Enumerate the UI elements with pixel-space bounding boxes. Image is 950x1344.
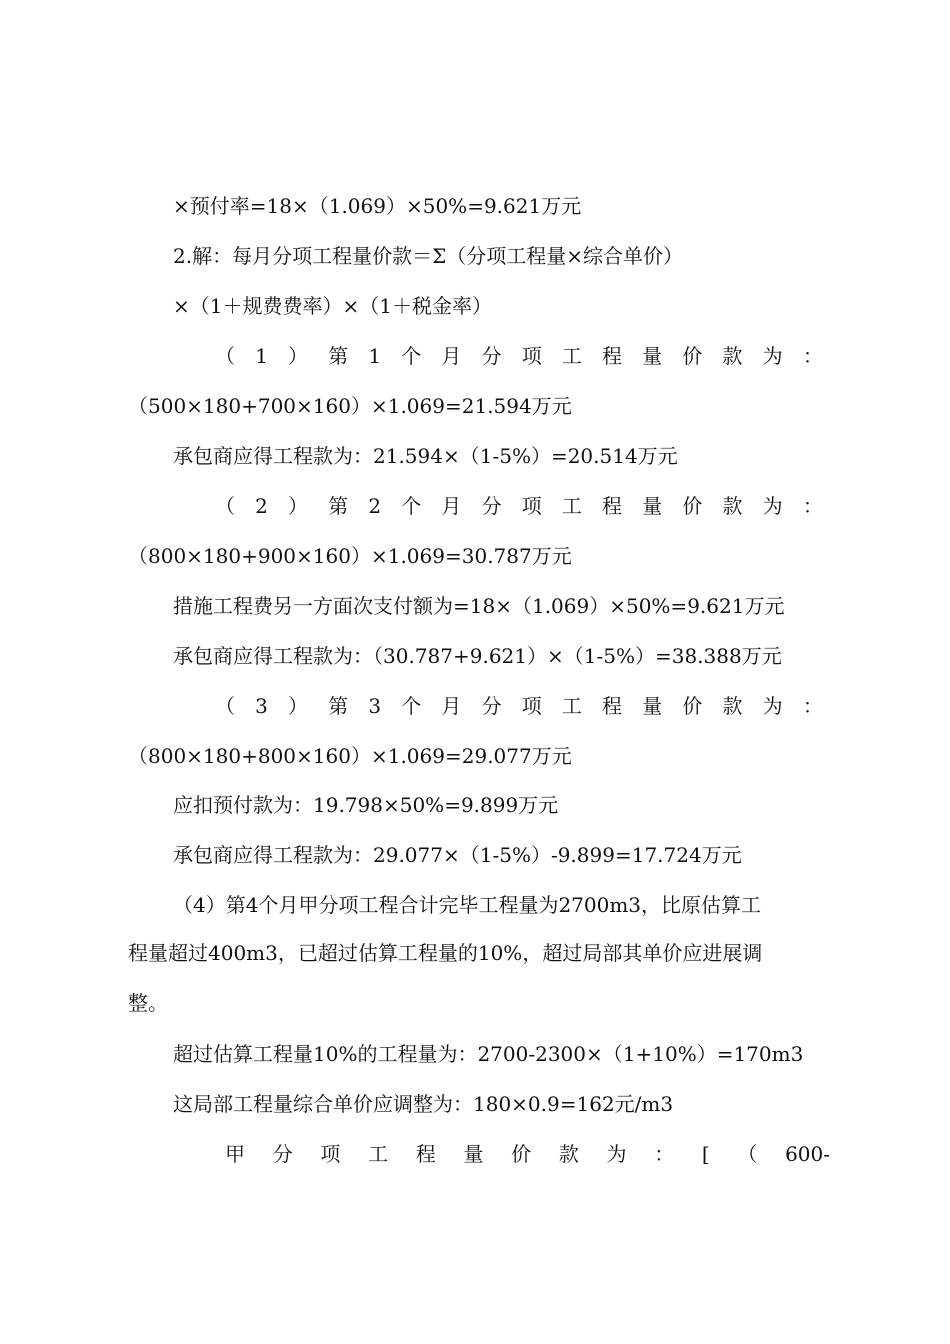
text-line: 这局部工程量综合单价应调整为：180×0.9=162元/m3 — [173, 1092, 674, 1116]
text-token: 个 — [401, 494, 422, 518]
text-token: 款 — [722, 344, 743, 368]
text-token: 价 — [682, 344, 703, 368]
text-token: 量 — [642, 694, 663, 718]
justified-line — [225, 1141, 830, 1167]
text-token: 第 — [328, 344, 349, 368]
text-token: 工 — [368, 1142, 389, 1166]
text-token: ） — [288, 344, 309, 368]
text-line: 承包商应得工程款为：（30.787+9.621）×（1-5%）=38.388万元 — [173, 644, 782, 668]
text-token: 月 — [441, 694, 462, 718]
text-token: 分 — [481, 694, 502, 718]
text-token: 工 — [561, 694, 582, 718]
text-token: （ — [215, 694, 235, 718]
text-token: 工 — [561, 494, 582, 518]
text-token: 2 — [368, 494, 382, 518]
text-line: （4）第4个月甲分项工程合计完毕工程量为2700m3，比原估算工 — [173, 893, 762, 917]
text-token: 3 — [255, 694, 268, 718]
text-token: 程 — [415, 1142, 436, 1166]
text-token: 月 — [441, 494, 462, 518]
text-line: 承包商应得工程款为：29.077×（1-5%）-9.899=17.724万元 — [173, 843, 742, 867]
text-token: 量 — [642, 494, 663, 518]
text-token: 为 — [762, 694, 783, 718]
text-token: 分 — [481, 494, 502, 518]
justified-line — [215, 493, 823, 519]
text-token: ： — [802, 494, 823, 518]
text-line: （800×180+900×160）×1.069=30.787万元 — [128, 544, 572, 568]
text-token: 分 — [272, 1142, 293, 1166]
text-token: ： — [802, 344, 823, 368]
text-token: （ — [215, 494, 235, 518]
text-token: 个 — [401, 694, 422, 718]
text-token: 1 — [255, 344, 268, 368]
text-token: 程 — [602, 694, 623, 718]
text-token: 月 — [441, 344, 462, 368]
text-token: 工 — [561, 344, 582, 368]
text-token: 3 — [368, 694, 382, 718]
text-line: 承包商应得工程款为：21.594×（1-5%）=20.514万元 — [173, 444, 678, 468]
text-token: 个 — [401, 344, 422, 368]
text-token: ： — [802, 694, 823, 718]
justified-line — [215, 693, 823, 719]
justified-line — [215, 343, 823, 369]
text-token: 款 — [558, 1142, 579, 1166]
text-token: 量 — [463, 1142, 484, 1166]
text-token: 款 — [722, 494, 743, 518]
text-line: 超过估算工程量10%的工程量为：2700-2300×（1+10%）=170m3 — [173, 1042, 804, 1066]
text-token: 价 — [682, 494, 703, 518]
text-token: 分 — [481, 344, 502, 368]
text-token: 甲 — [225, 1142, 245, 1166]
text-token: （ — [737, 1142, 758, 1166]
text-token: 项 — [521, 694, 542, 718]
text-token: 程 — [602, 494, 623, 518]
text-token: 第 — [328, 494, 349, 518]
text-line: （800×180+800×160）×1.069=29.077万元 — [128, 744, 572, 768]
text-token: 量 — [642, 344, 663, 368]
text-token: ） — [288, 494, 309, 518]
text-token: 600- — [785, 1142, 830, 1166]
text-token: 项 — [521, 344, 542, 368]
text-token: 1 — [368, 344, 382, 368]
text-token: 价 — [682, 694, 703, 718]
text-line: 整。 — [128, 991, 168, 1015]
text-token: ： — [654, 1142, 675, 1166]
text-token: ） — [288, 694, 309, 718]
text-line: ×（1＋规费费率）×（1＋税金率） — [173, 294, 492, 318]
text-line: 应扣预付款为：19.798×50%=9.899万元 — [173, 793, 559, 817]
text-token: 第 — [328, 694, 349, 718]
text-token: 程 — [602, 344, 623, 368]
text-token: 款 — [722, 694, 743, 718]
text-token: 2 — [255, 494, 268, 518]
text-token: [ — [701, 1142, 710, 1166]
text-token: （ — [215, 344, 235, 368]
text-line: （500×180+700×160）×1.069=21.594万元 — [128, 394, 572, 418]
text-token: 价 — [511, 1142, 532, 1166]
text-line: 程量超过400m3，已超过估算工程量的10%，超过局部其单价应进展调 — [128, 941, 763, 965]
text-token: 为 — [762, 344, 783, 368]
text-token: 项 — [521, 494, 542, 518]
text-line: 措施工程费另一方面次支付额为=18×（1.069）×50%=9.621万元 — [173, 594, 785, 618]
text-token: 为 — [606, 1142, 627, 1166]
text-line: 2.解：每月分项工程量价款＝Σ（分项工程量×综合单价） — [173, 244, 683, 268]
text-token: 为 — [762, 494, 783, 518]
text-line: ×预付率=18×（1.069）×50%=9.621万元 — [173, 194, 582, 218]
text-token: 项 — [320, 1142, 341, 1166]
